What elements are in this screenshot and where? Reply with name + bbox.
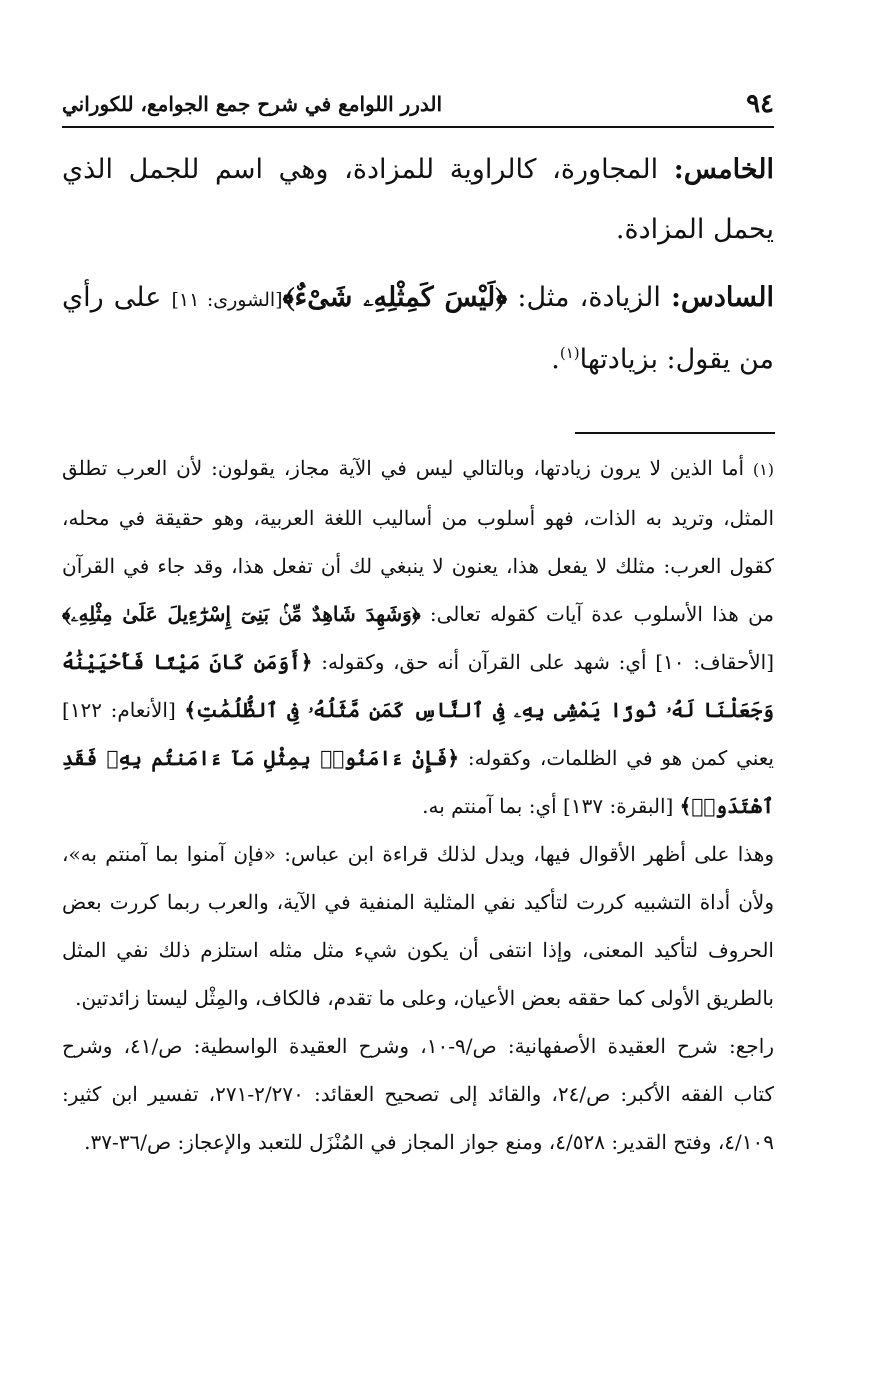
quran-verse: ﴿فَإِنْ ءَامَنُوا۟ بِمِثْلِ مَآ ءَامَنتُم بِهِۦ فَقَدِ ٱهْتَدَوا۟﴾ <box>62 746 774 818</box>
footnotes <box>62 444 774 1166</box>
footnote-text: أي: بما آمنتم به. <box>422 794 557 818</box>
verse-citation: [الأحقاف: ١٠] <box>655 650 775 674</box>
footnote-paragraph: وهذا على أظهر الأقوال فيها، ويدل لذلك قراءة ابن عباس: «فإن آمنوا بما آمنتم به»، ولأن أداة التشبيه كررت لتأكيد نفي المثلية المنفية في الآية، والعرب ربما كررت بعض الحروف لتأكيد المعنى، وإذا انتفى أن يكون شيء مثل مثله استلزم ذلك نفي المثل بالطريق الأولى كما حققه بعض الأعيان، وعلى ما تقدم، فالكاف، والمِثْل ليستا زائدتين. <box>62 842 774 1010</box>
paragraph-fifth <box>62 140 774 260</box>
book-title: الدرر اللوامع في شرح جمع الجوامع، للكوراني <box>62 92 443 116</box>
verse-citation: [الشورى: ١١] <box>171 289 283 311</box>
paragraph-text: على رأي من يقول: بزيادتها <box>62 282 774 375</box>
paragraph-text: المجاورة، كالراوية للمزادة، وهي اسم للجمل الذي يحمل المزادة. <box>62 154 774 245</box>
running-header <box>62 82 774 128</box>
quran-verse: ﴿وَشَهِدَ شَاهِدٌ مِّنۢ بَنِىٓ إِسْرَٰٓءِيلَ عَلَىٰ مِثْلِهِۦ﴾ <box>62 602 421 626</box>
footnote-reference[interactable]: (١) <box>559 344 580 362</box>
paragraph-sixth <box>62 268 774 390</box>
sentence-end: . <box>551 344 560 375</box>
footnote-text: أي: شهد على القرآن أنه حق، وكقوله: <box>321 650 647 674</box>
footnote-1 <box>62 444 774 830</box>
verse-citation: [الأنعام: ١٢٢] <box>62 698 176 722</box>
verse-citation: [البقرة: ١٣٧] <box>563 794 674 818</box>
footnote-text: يعني كمن هو في الظلمات، وكقوله: <box>467 746 774 770</box>
main-text <box>62 140 774 398</box>
paragraph-text: الزيادة، مثل: <box>517 282 661 313</box>
quran-verse: ﴿أَوَمَن كَانَ مَيْتًا فَأَحْيَيْنَٰهُ وَجَعَلْنَا لَهُۥ نُورًا يَمْشِى بِهِۦ فِى ٱلنَّاسِ كَمَن مَّثَلُهُۥ فِى ٱلظُّلُمَٰتِ﴾ <box>62 650 774 722</box>
footnote-references: راجع: شرح العقيدة الأصفهانية: ص/٩-١٠، وشرح العقيدة الواسطية: ص/٤١، وشرح كتاب الفقه الأكبر: ص/٢٤، والقائد إلى تصحيح العقائد: ٢/٢٧٠-٢٧١، تفسير ابن كثير: ٤/١٠٩، وفتح القدير: ٤/٥٢٨، ومنع جواز المجاز في المُنْزَل للتعبد والإعجاز: ص/٣٦-٣٧. <box>62 1034 775 1154</box>
footnote-marker: (١) <box>752 460 774 479</box>
paragraph-lead: الخامس: <box>673 154 774 185</box>
quran-verse: ﴿لَيْسَ كَمِثْلِهِۦ شَىْءٌ﴾ <box>282 282 508 313</box>
footnote-text: أما الذين لا يرون زيادتها، وبالتالي ليس في الآية مجاز، يقولون: لأن العرب تطلق المثل، وتريد به الذات، فهو أسلوب من أساليب اللغة العربية، وهو حقيقة في محله، كقول العرب: مثلك لا يفعل هذا، يعنون لا ينبغي لك أن تفعل هذا، وقد جاء في القرآن من هذا الأسلوب عدة آيات كقوله تعالى: <box>62 456 775 626</box>
paragraph-lead: السادس: <box>670 282 774 313</box>
page-number: ٩٤ <box>746 89 774 119</box>
footnote-separator <box>575 432 775 434</box>
